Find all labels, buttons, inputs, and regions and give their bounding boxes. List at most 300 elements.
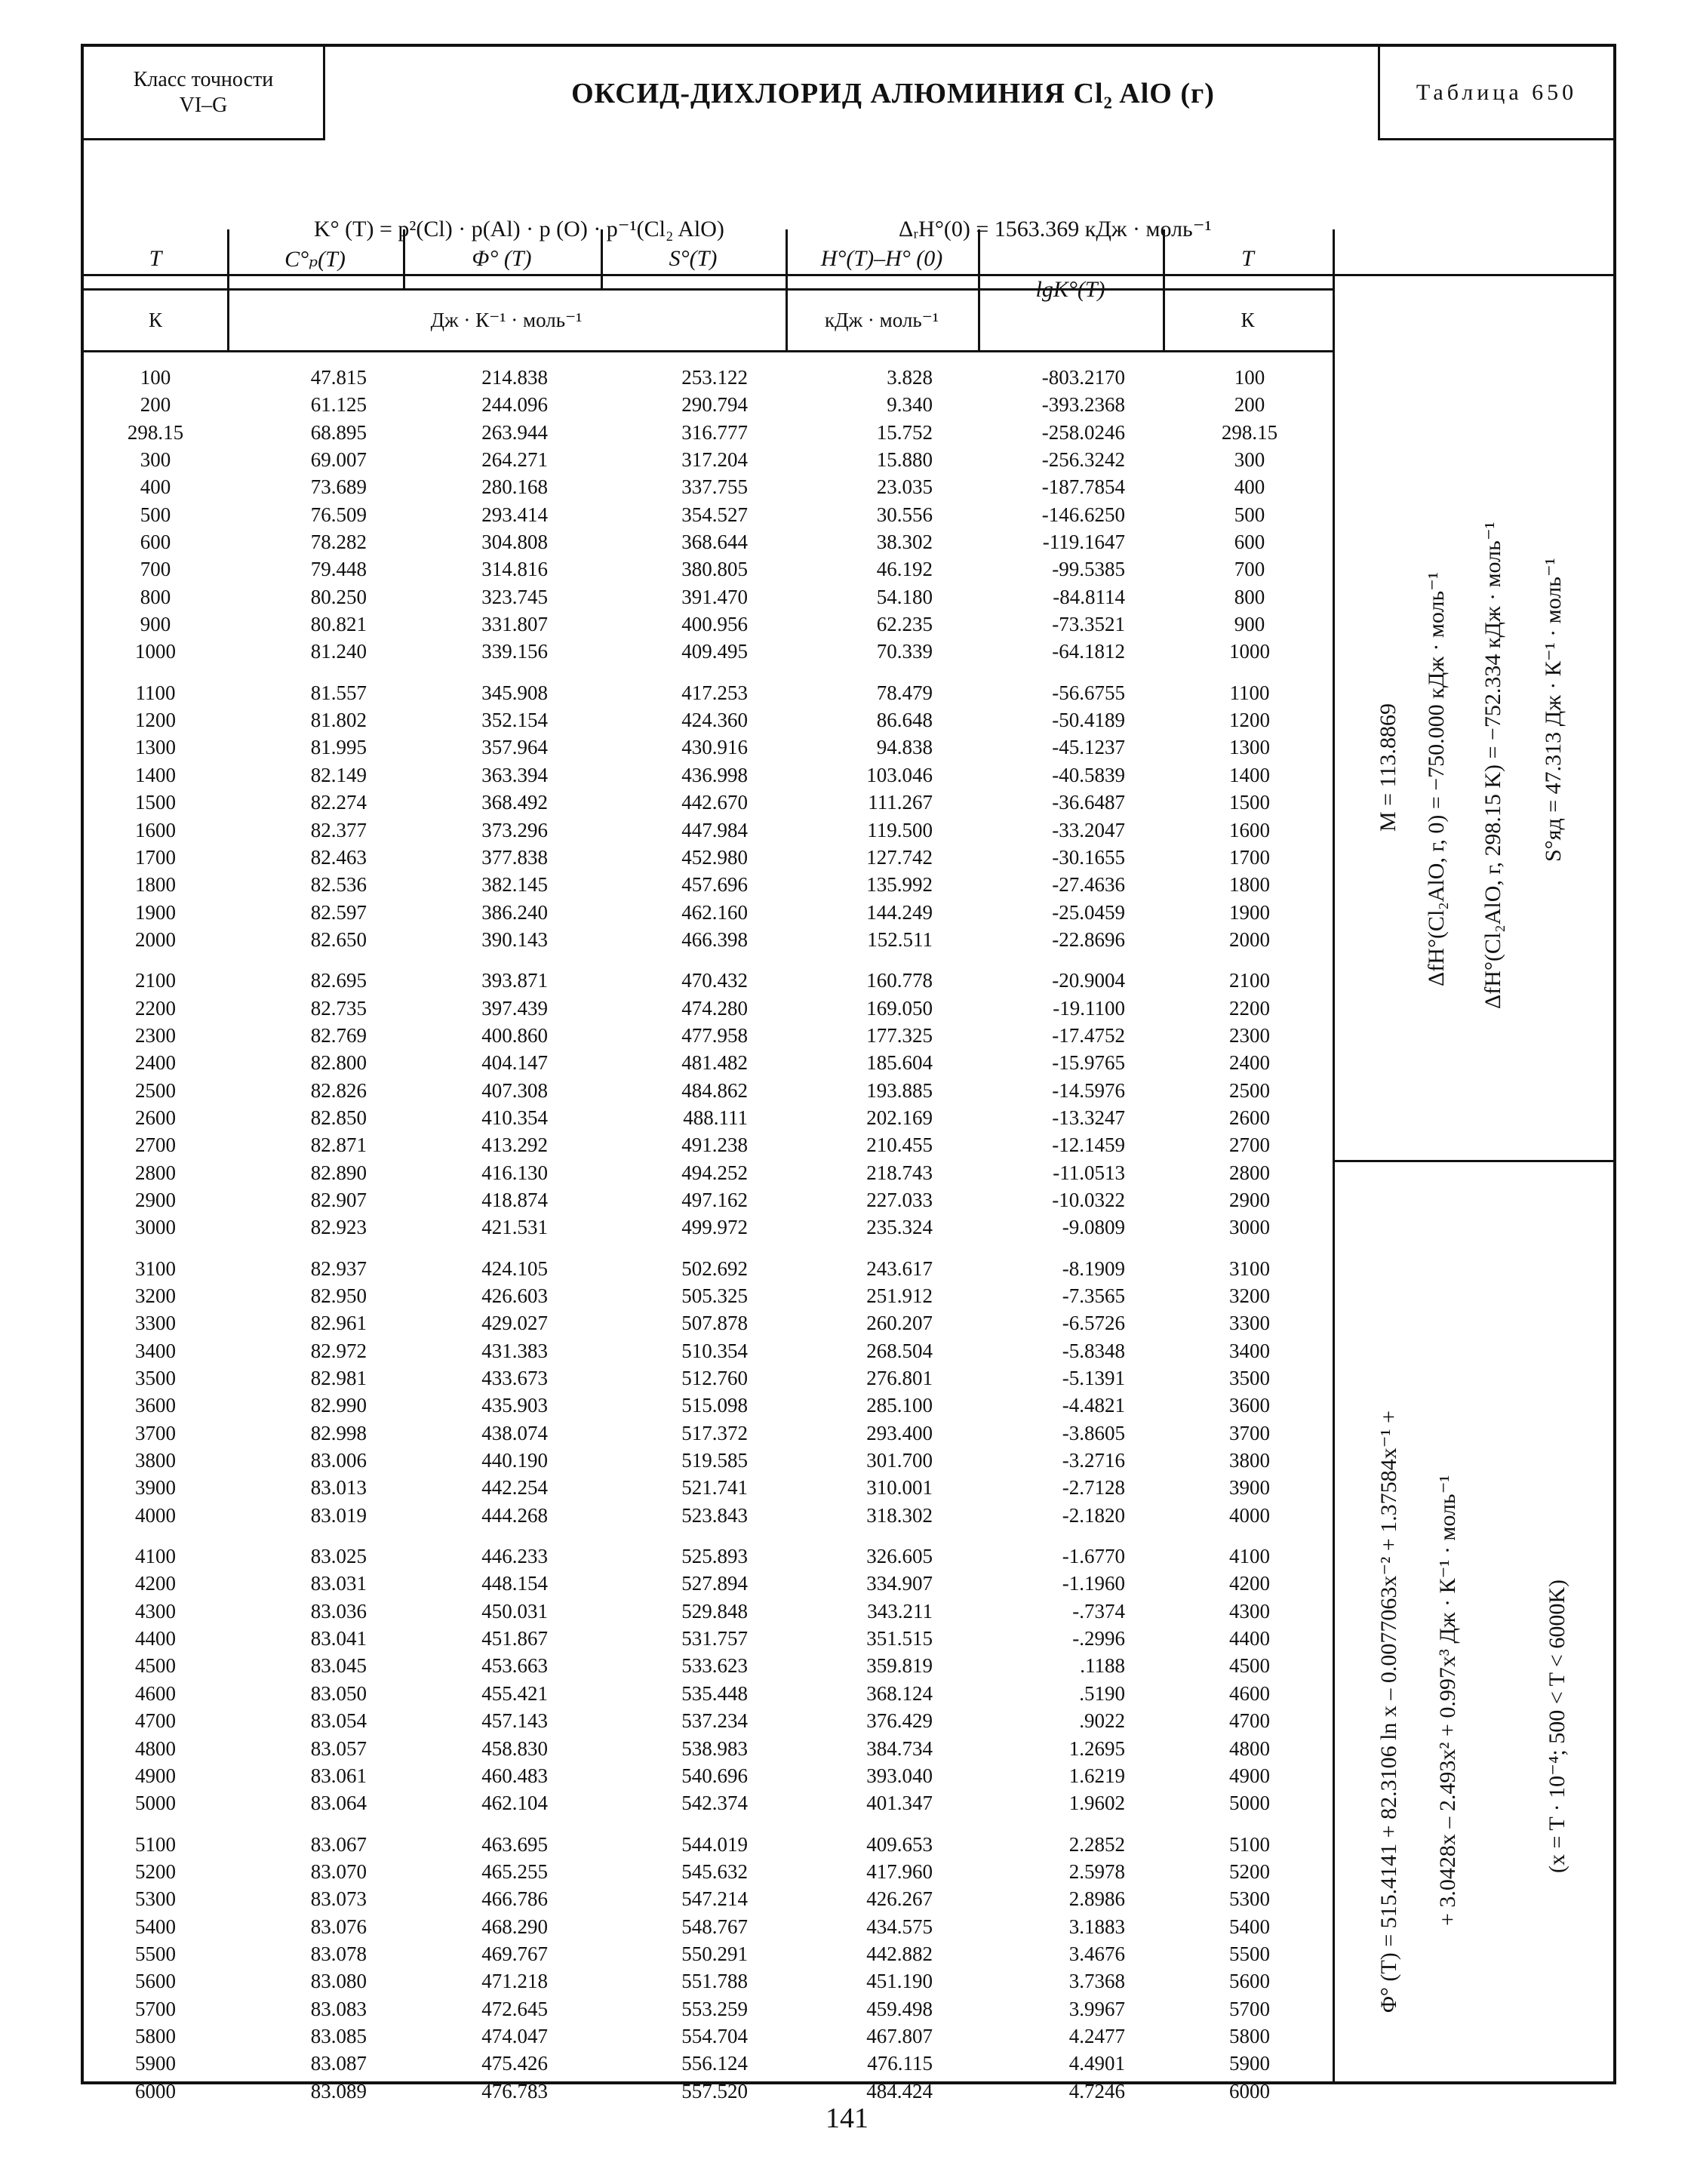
cell-cp: 83.050	[310, 1681, 367, 1705]
cell-phi: 450.031	[481, 1599, 548, 1623]
cell-T-right: 4800	[1229, 1736, 1270, 1760]
cell-lgk: -.2996	[1072, 1627, 1125, 1650]
validity-range: (x = T · 10⁻⁴; 500 < T < 6000K)	[1545, 1579, 1569, 1873]
cell-T-right: 600	[1234, 531, 1265, 554]
cell-phi: 352.154	[481, 709, 548, 732]
cell-T-right: 1600	[1229, 818, 1270, 841]
cell-phi: 474.047	[481, 2024, 548, 2047]
cell-s: 436.998	[681, 763, 748, 786]
cell-s: 452.980	[681, 845, 748, 869]
cell-s: 477.958	[681, 1023, 748, 1047]
cell-T: 2800	[135, 1161, 176, 1184]
cell-s: 544.019	[681, 1832, 748, 1856]
cell-T-right: 5900	[1229, 2052, 1270, 2075]
cell-s: 556.124	[681, 2052, 748, 2075]
cell-T: 100	[140, 366, 171, 389]
cell-phi: 476.783	[481, 2079, 548, 2102]
formation-enthalpy-0: ΔfH°(Cl₂AlO, г, 0) = −750.000 кДж · моль⁻¹	[1424, 572, 1449, 986]
cell-h: 70.339	[876, 640, 933, 663]
cell-lgk: 3.7368	[1068, 1970, 1125, 1993]
accuracy-class-box	[84, 47, 325, 140]
cell-T-right: 4600	[1229, 1681, 1270, 1705]
cell-phi: 465.255	[481, 1859, 548, 1883]
cell-T: 1300	[135, 736, 176, 759]
cell-T: 1500	[135, 791, 176, 814]
cell-T: 4900	[135, 1764, 176, 1787]
cell-cp: 80.250	[310, 585, 367, 608]
cell-h: 384.734	[866, 1736, 933, 1760]
cell-s: 462.160	[681, 900, 748, 924]
cell-cp: 82.990	[310, 1394, 367, 1417]
cell-T-right: 2100	[1229, 969, 1270, 992]
cell-s: 290.794	[681, 393, 748, 417]
cell-lgk: .9022	[1079, 1709, 1125, 1733]
cell-T: 4400	[135, 1627, 176, 1650]
cell-T-right: 3700	[1229, 1421, 1270, 1444]
cell-T: 4100	[135, 1545, 176, 1568]
cell-s: 253.122	[681, 366, 748, 389]
cell-h: 94.838	[876, 736, 933, 759]
cell-s: 317.204	[681, 448, 748, 472]
cell-lgk: 4.2477	[1068, 2024, 1125, 2047]
cell-cp: 82.536	[310, 873, 367, 897]
cell-lgk: -19.1100	[1053, 996, 1125, 1020]
cell-lgk: 1.2695	[1068, 1736, 1125, 1760]
cell-s: 474.280	[681, 996, 748, 1020]
unit-J: Дж · К⁻¹ · моль⁻¹	[430, 308, 583, 331]
cell-T-right: 5200	[1229, 1859, 1270, 1883]
cell-s: 545.632	[681, 1859, 748, 1883]
cell-cp: 69.007	[310, 448, 367, 472]
cell-lgk: -393.2368	[1041, 393, 1125, 417]
cell-T: 300	[140, 448, 171, 472]
cell-cp: 83.076	[310, 1915, 367, 1938]
cell-lgk: -3.8605	[1062, 1421, 1125, 1444]
cell-T-right: 1100	[1229, 681, 1270, 704]
cell-h: 359.819	[866, 1654, 933, 1678]
cell-s: 540.696	[681, 1764, 748, 1787]
cell-lgk: -.7374	[1072, 1599, 1125, 1623]
cell-s: 442.670	[681, 791, 748, 814]
page-number: 141	[825, 2102, 869, 2134]
cell-h: 376.429	[866, 1709, 933, 1733]
cell-T-right: 500	[1234, 503, 1265, 526]
cell-T: 1700	[135, 845, 176, 869]
cell-phi: 393.871	[481, 969, 548, 992]
cell-lgk: -50.4189	[1052, 709, 1125, 732]
cell-T: 1000	[135, 640, 176, 663]
cell-phi: 357.964	[481, 736, 548, 759]
cell-h: 169.050	[866, 996, 933, 1020]
cell-phi: 472.645	[481, 1997, 548, 2020]
cell-cp: 82.274	[310, 791, 367, 814]
cell-cp: 68.895	[310, 420, 367, 444]
cell-cp: 83.041	[310, 1627, 367, 1650]
cell-h: 351.515	[866, 1627, 933, 1650]
cell-s: 542.374	[681, 1792, 748, 1815]
cell-T: 3700	[135, 1421, 176, 1444]
cell-T: 2700	[135, 1134, 176, 1157]
cell-h: 401.347	[866, 1792, 933, 1815]
cell-s: 380.805	[681, 558, 748, 581]
cell-lgk: -256.3242	[1041, 448, 1125, 472]
cell-lgk: -4.4821	[1062, 1394, 1125, 1417]
cell-T-right: 2500	[1229, 1078, 1270, 1102]
cell-T: 700	[140, 558, 171, 581]
cell-s: 447.984	[681, 818, 748, 841]
cell-s: 553.259	[681, 1997, 748, 2020]
cell-s: 488.111	[683, 1106, 748, 1129]
cell-lgk: -27.4636	[1052, 873, 1125, 897]
cell-T-right: 5700	[1229, 1997, 1270, 2020]
cell-phi: 280.168	[481, 475, 548, 499]
cell-T-right: 3000	[1229, 1216, 1270, 1239]
cell-T-right: 298.15	[1221, 420, 1278, 444]
cell-cp: 83.080	[310, 1970, 367, 1993]
header-lgk: lgK°(T)	[1035, 277, 1105, 302]
cell-phi: 404.147	[481, 1051, 548, 1075]
cell-lgk: -15.9765	[1052, 1051, 1125, 1075]
cell-phi: 386.240	[481, 900, 548, 924]
cell-h: 301.700	[866, 1449, 933, 1472]
cell-phi: 304.808	[481, 531, 548, 554]
cell-cp: 81.995	[310, 736, 367, 759]
cell-T-right: 5500	[1229, 1942, 1270, 1965]
cell-h: 202.169	[866, 1106, 933, 1129]
cell-lgk: 3.4676	[1068, 1942, 1125, 1965]
cell-h: 30.556	[876, 503, 933, 526]
cell-phi: 413.292	[481, 1134, 548, 1157]
cell-s: 337.755	[681, 475, 748, 499]
cell-T: 500	[140, 503, 171, 526]
cell-lgk: -9.0809	[1062, 1216, 1125, 1239]
cell-cp: 47.815	[310, 366, 367, 389]
cell-phi: 466.786	[481, 1887, 548, 1911]
cell-T-right: 4000	[1229, 1503, 1270, 1527]
header-T: T	[149, 246, 162, 271]
cell-phi: 431.383	[481, 1339, 548, 1362]
cell-h: 268.504	[866, 1339, 933, 1362]
cell-cp: 83.045	[310, 1654, 367, 1678]
cell-phi: 390.143	[481, 927, 548, 951]
cell-phi: 451.867	[481, 1627, 548, 1650]
cell-cp: 82.377	[310, 818, 367, 841]
cell-T-right: 3100	[1229, 1257, 1270, 1280]
cell-lgk: 1.6219	[1068, 1764, 1125, 1787]
header-s: S°(T)	[669, 246, 718, 271]
cell-cp: 83.085	[310, 2024, 367, 2047]
cell-phi: 446.233	[481, 1545, 548, 1568]
cell-cp: 82.937	[310, 1257, 367, 1280]
cell-cp: 81.557	[310, 681, 367, 704]
cell-phi: 410.354	[481, 1106, 548, 1129]
cell-T-right: 3400	[1229, 1339, 1270, 1362]
cell-phi: 438.074	[481, 1421, 548, 1444]
cell-cp: 82.149	[310, 763, 367, 786]
cell-h: 193.885	[866, 1078, 933, 1102]
cell-h: 484.424	[866, 2079, 933, 2102]
cell-T-right: 4700	[1229, 1709, 1270, 1733]
header-phi: Φ° (T)	[472, 246, 532, 271]
cell-T-right: 2900	[1229, 1188, 1270, 1211]
cell-s: 535.448	[681, 1681, 748, 1705]
cell-lgk: -146.6250	[1041, 503, 1125, 526]
cell-T: 1600	[135, 818, 176, 841]
cell-phi: 457.143	[481, 1709, 548, 1733]
cell-lgk: .5190	[1079, 1681, 1125, 1705]
cell-cp: 73.689	[310, 475, 367, 499]
cell-T: 5000	[135, 1792, 176, 1815]
cell-h: 23.035	[876, 475, 933, 499]
phi-equation-line1: Φ° (T) = 515.4141 + 82.3106 ln x – 0.0077063x⁻² + 1.37584x⁻¹ +	[1376, 1410, 1401, 2013]
cell-lgk: -7.3565	[1062, 1284, 1125, 1307]
reaction-enthalpy: ΔᵣH°(0) = 1563.369 кДж · моль⁻¹	[899, 217, 1212, 241]
cell-phi: 458.830	[481, 1736, 548, 1760]
cell-cp: 83.061	[310, 1764, 367, 1787]
cell-T-right: 700	[1234, 558, 1265, 581]
cell-cp: 83.013	[310, 1476, 367, 1500]
cell-phi: 448.154	[481, 1572, 548, 1595]
cell-T-right: 2400	[1229, 1051, 1270, 1075]
cell-lgk: 2.2852	[1068, 1832, 1125, 1856]
cell-lgk: 4.7246	[1068, 2079, 1125, 2102]
cell-h: 135.992	[866, 873, 933, 897]
cell-T: 1100	[135, 681, 176, 704]
cell-phi: 339.156	[481, 640, 548, 663]
cell-T: 3100	[135, 1257, 176, 1280]
cell-cp: 82.850	[310, 1106, 367, 1129]
cell-T: 1900	[135, 900, 176, 924]
cell-cp: 83.078	[310, 1942, 367, 1965]
cell-T-right: 4900	[1229, 1764, 1270, 1787]
cell-T-right: 2700	[1229, 1134, 1270, 1157]
cell-lgk: 2.5978	[1068, 1859, 1125, 1883]
cell-T: 3800	[135, 1449, 176, 1472]
cell-T-right: 3900	[1229, 1476, 1270, 1500]
nuclear-entropy: S°яд = 47.313 Дж · К⁻¹ · моль⁻¹	[1541, 558, 1566, 862]
cell-T: 1200	[135, 709, 176, 732]
cell-phi: 475.426	[481, 2052, 548, 2075]
column-T	[99, 364, 212, 2105]
cell-T-right: 2200	[1229, 996, 1270, 1020]
cell-phi: 455.421	[481, 1681, 548, 1705]
cell-T: 5800	[135, 2024, 176, 2047]
cell-phi: 397.439	[481, 996, 548, 1020]
cell-lgk: -258.0246	[1041, 420, 1125, 444]
cell-T-right: 400	[1234, 475, 1265, 499]
cell-lgk: -20.9004	[1052, 969, 1125, 992]
cell-phi: 469.767	[481, 1942, 548, 1965]
cell-T: 6000	[135, 2079, 176, 2102]
cell-T: 3600	[135, 1394, 176, 1417]
cell-cp: 83.067	[310, 1832, 367, 1856]
cell-lgk: -17.4752	[1052, 1023, 1125, 1047]
cell-T: 298.15	[127, 420, 184, 444]
cell-T-right: 1000	[1229, 640, 1270, 663]
cell-s: 368.644	[681, 531, 748, 554]
cell-lgk: 3.9967	[1068, 1997, 1125, 2020]
table-label: Таблица	[1416, 79, 1523, 105]
cell-T-right: 3500	[1229, 1367, 1270, 1390]
header-T-right: T	[1241, 246, 1254, 271]
cell-T-right: 2000	[1229, 927, 1270, 951]
cell-T: 4800	[135, 1736, 176, 1760]
cell-T-right: 5800	[1229, 2024, 1270, 2047]
cell-h: 218.743	[866, 1161, 933, 1184]
cell-T-right: 200	[1234, 393, 1265, 417]
cell-T: 4300	[135, 1599, 176, 1623]
cell-T: 3900	[135, 1476, 176, 1500]
cell-T-right: 800	[1234, 585, 1265, 608]
cell-h: 368.124	[866, 1681, 933, 1705]
cell-h: 78.479	[876, 681, 933, 704]
unit-K-right: К	[1241, 308, 1255, 331]
cell-s: 523.843	[681, 1503, 748, 1527]
cell-phi: 421.531	[481, 1216, 548, 1239]
cell-cp: 83.036	[310, 1599, 367, 1623]
cell-T: 5500	[135, 1942, 176, 1965]
cell-T: 3200	[135, 1284, 176, 1307]
cell-T-right: 4100	[1229, 1545, 1270, 1568]
cell-s: 499.972	[681, 1216, 748, 1239]
cell-phi: 453.663	[481, 1654, 548, 1678]
cell-phi: 264.271	[481, 448, 548, 472]
formation-enthalpy-298: ΔfH°(Cl₂AlO, г, 298.15 K) = −752.334 кДж · моль⁻¹	[1480, 521, 1505, 1009]
cell-phi: 440.190	[481, 1449, 548, 1472]
table-sheet	[81, 44, 1616, 2102]
cell-h: 160.778	[866, 969, 933, 992]
cell-phi: 424.105	[481, 1257, 548, 1280]
cell-s: 525.893	[681, 1545, 748, 1568]
cell-T: 5700	[135, 1997, 176, 2020]
cell-h: 235.324	[866, 1216, 933, 1239]
cell-cp: 83.031	[310, 1572, 367, 1595]
cell-phi: 323.745	[481, 585, 548, 608]
cell-cp: 83.054	[310, 1709, 367, 1733]
cell-s: 533.623	[681, 1654, 748, 1678]
cell-h: 285.100	[866, 1394, 933, 1417]
cell-h: 334.907	[866, 1572, 933, 1595]
cell-T-right: 2800	[1229, 1161, 1270, 1184]
cell-h: 417.960	[866, 1859, 933, 1883]
cell-T-right: 3300	[1229, 1312, 1270, 1335]
cell-cp: 83.064	[310, 1792, 367, 1815]
cell-cp: 82.981	[310, 1367, 367, 1390]
cell-cp: 83.070	[310, 1859, 367, 1883]
cell-T-right: 900	[1234, 613, 1265, 636]
cell-h: 86.648	[876, 709, 933, 732]
cell-lgk: 1.9602	[1068, 1792, 1125, 1815]
page-title: ОКСИД-ДИХЛОРИД АЛЮМИНИЯ Cl₂ AlO (г)	[571, 78, 1215, 109]
cell-cp: 82.826	[310, 1078, 367, 1102]
cell-lgk: -10.0322	[1052, 1188, 1125, 1211]
cell-cp: 82.923	[310, 1216, 367, 1239]
cell-cp: 82.871	[310, 1134, 367, 1157]
cell-phi: 418.874	[481, 1188, 548, 1211]
cell-lgk: -56.6755	[1052, 681, 1125, 704]
cell-T-right: 2600	[1229, 1106, 1270, 1129]
cell-s: 548.767	[681, 1915, 748, 1938]
cell-phi: 345.908	[481, 681, 548, 704]
cell-lgk: -40.5839	[1052, 763, 1125, 786]
cell-s: 497.162	[681, 1188, 748, 1211]
cell-h: 459.498	[866, 1997, 933, 2020]
cell-lgk: -1.1960	[1062, 1572, 1125, 1595]
cell-lgk: -30.1655	[1052, 845, 1125, 869]
cell-lgk: .1188	[1080, 1654, 1125, 1678]
cell-T-right: 1700	[1229, 845, 1270, 869]
cell-s: 481.482	[681, 1051, 748, 1075]
cell-T-right: 5400	[1229, 1915, 1270, 1938]
cell-s: 517.372	[681, 1421, 748, 1444]
cell-cp: 76.509	[310, 503, 367, 526]
cell-T-right: 4500	[1229, 1654, 1270, 1678]
cell-h: 144.249	[866, 900, 933, 924]
cell-s: 538.983	[681, 1736, 748, 1760]
cell-cp: 82.650	[310, 927, 367, 951]
cell-s: 430.916	[681, 736, 748, 759]
cell-T: 900	[140, 613, 171, 636]
cell-lgk: -187.7854	[1041, 475, 1125, 499]
cell-T: 4000	[135, 1503, 176, 1527]
cell-s: 424.360	[681, 709, 748, 732]
cell-h: 310.001	[866, 1476, 933, 1500]
cell-T: 5100	[135, 1832, 176, 1856]
unit-K: К	[148, 308, 162, 331]
cell-s: 510.354	[681, 1339, 748, 1362]
cell-s: 557.520	[681, 2079, 748, 2102]
cell-s: 547.214	[681, 1887, 748, 1911]
cell-h: 185.604	[866, 1051, 933, 1075]
cell-T-right: 3600	[1229, 1394, 1270, 1417]
cell-T: 200	[140, 393, 171, 417]
cell-T-right: 300	[1234, 448, 1265, 472]
cell-phi: 214.838	[481, 366, 548, 389]
cell-cp: 82.907	[310, 1188, 367, 1211]
column-T-right	[1193, 364, 1306, 2105]
cell-T-right: 3800	[1229, 1449, 1270, 1472]
cell-s: 527.894	[681, 1572, 748, 1595]
cell-h: 393.040	[866, 1764, 933, 1787]
cell-lgk: -36.6487	[1052, 791, 1125, 814]
cell-T-right: 5300	[1229, 1887, 1270, 1911]
cell-T-right: 5600	[1229, 1970, 1270, 1993]
cell-phi: 368.492	[481, 791, 548, 814]
cell-cp: 80.821	[310, 613, 367, 636]
cell-cp: 83.025	[310, 1545, 367, 1568]
cell-h: 62.235	[876, 613, 933, 636]
cell-h: 243.617	[866, 1257, 933, 1280]
cell-s: 400.956	[681, 613, 748, 636]
cell-lgk: -803.2170	[1041, 366, 1125, 389]
cell-s: 316.777	[681, 420, 748, 444]
cell-phi: 462.104	[481, 1792, 548, 1815]
cell-h: 177.325	[866, 1023, 933, 1047]
unit-kJ: кДж · моль⁻¹	[824, 308, 939, 331]
cell-T: 2900	[135, 1188, 176, 1211]
cell-cp: 82.890	[310, 1161, 367, 1184]
cell-lgk: 2.8986	[1068, 1887, 1125, 1911]
cell-T: 4200	[135, 1572, 176, 1595]
cell-T: 5400	[135, 1915, 176, 1938]
cell-T: 3300	[135, 1312, 176, 1335]
cell-h: 318.302	[866, 1503, 933, 1527]
cell-T: 1800	[135, 873, 176, 897]
cell-h: 38.302	[876, 531, 933, 554]
cell-cp: 83.083	[310, 1997, 367, 2020]
cell-lgk: -119.1647	[1042, 531, 1125, 554]
cell-phi: 377.838	[481, 845, 548, 869]
